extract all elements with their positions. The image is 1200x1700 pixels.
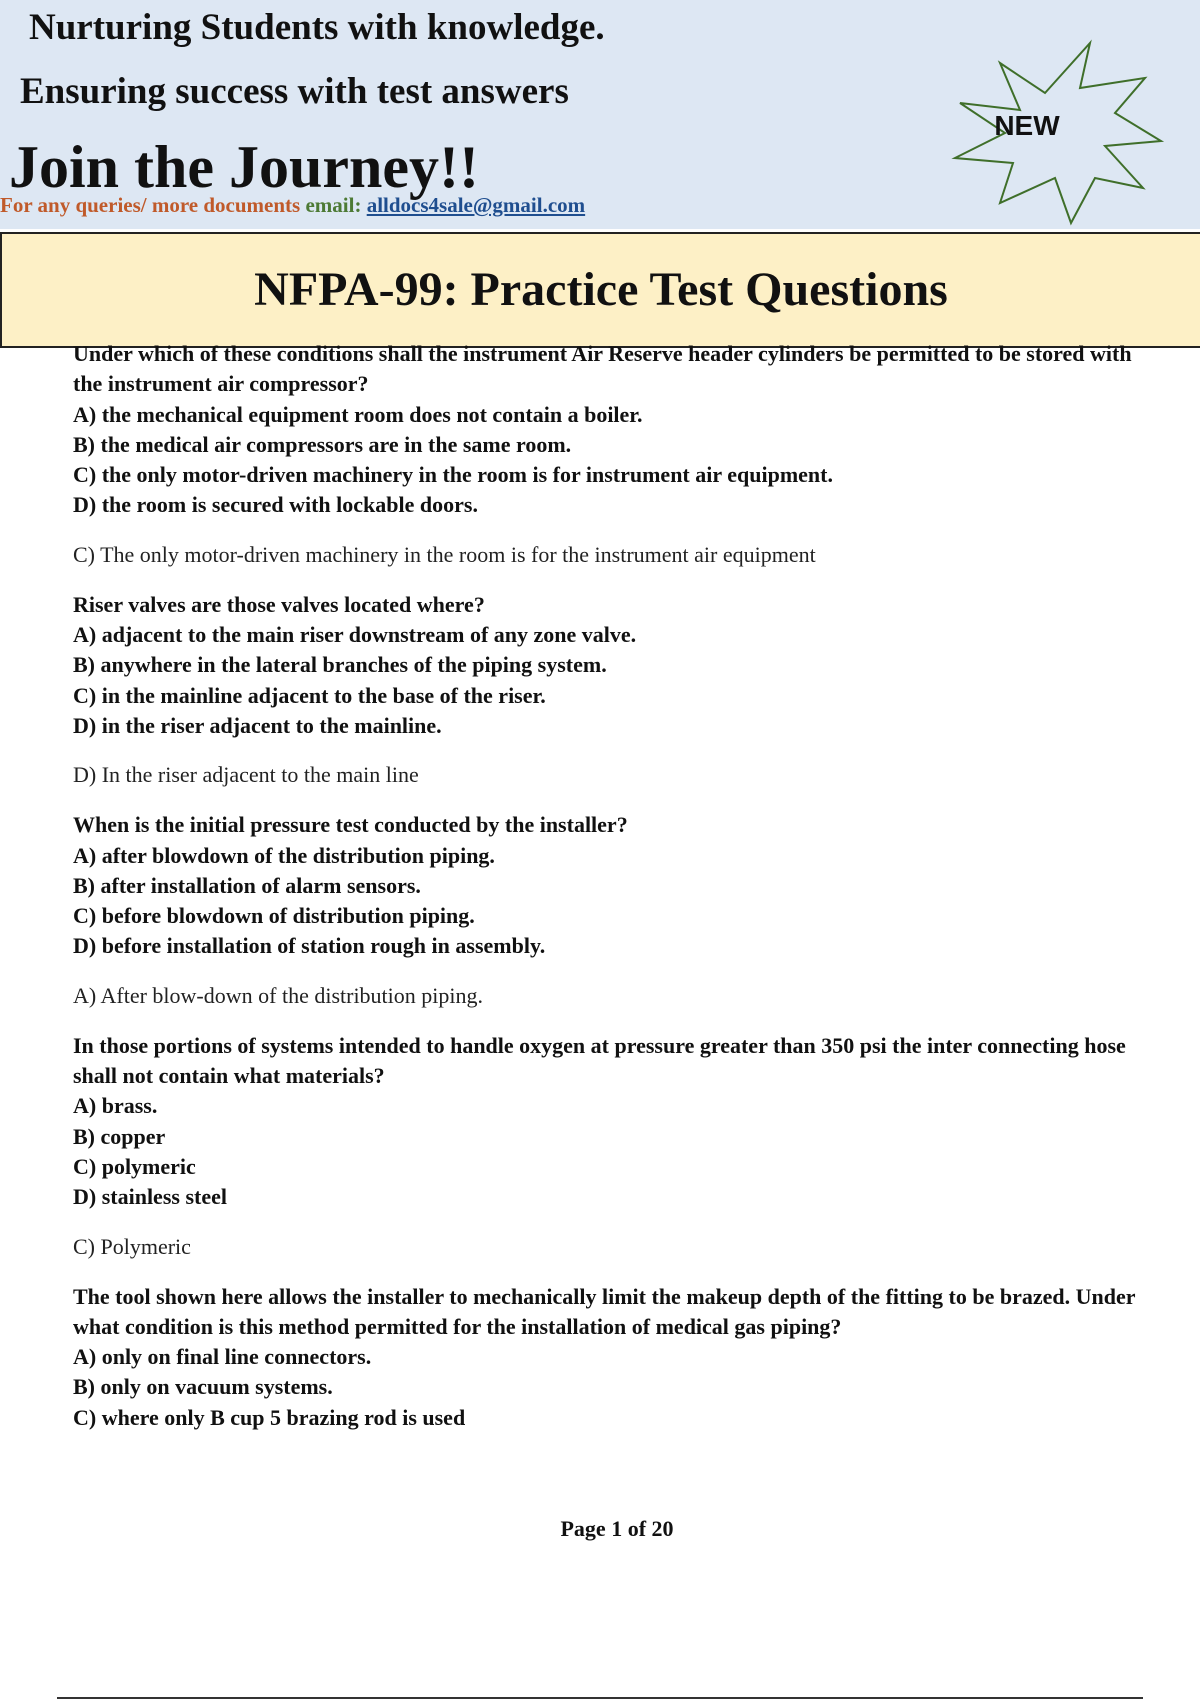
answer-option: C) where only B cup 5 brazing rod is used xyxy=(73,1404,466,1430)
answer-option: B) only on vacuum systems. xyxy=(73,1374,333,1400)
answer-option: C) polymeric xyxy=(73,1153,196,1179)
question-stem: When is the initial pressure test conducted by the installer? xyxy=(73,812,628,838)
answer-option: A) only on final line connectors. xyxy=(73,1344,372,1370)
correct-answer: C) Polymeric xyxy=(73,1233,191,1259)
question-block xyxy=(73,1031,1153,1262)
answer-option: D) before installation of station rough in assembly. xyxy=(73,933,546,959)
join-slogan: Join the Journey!! xyxy=(9,134,479,200)
question-block xyxy=(73,1282,1153,1433)
answer-option: D) stainless steel xyxy=(73,1184,227,1210)
answer-option: A) brass. xyxy=(73,1093,158,1119)
question xyxy=(73,1031,1153,1213)
correct-answer: C) The only motor-driven machinery in the room is for the instrument air equipment xyxy=(73,541,816,567)
question-stem: In those portions of systems intended to handle oxygen at pressure greater than 350 psi the inter connecting hose shall not contain what materials? xyxy=(73,1032,1126,1089)
contact-line xyxy=(0,191,585,219)
question xyxy=(73,590,1153,741)
contact-lead: For any queries/ more documents xyxy=(0,193,301,217)
correct-answer: D) In the riser adjacent to the main line xyxy=(73,762,419,788)
correct-answer: A) After blow-down of the distribution piping. xyxy=(73,982,484,1008)
answer-option: B) copper xyxy=(73,1123,166,1149)
page-number: Page 1 of 20 xyxy=(560,1516,674,1541)
tagline-success: Ensuring success with test answers xyxy=(20,71,569,112)
question xyxy=(73,1282,1153,1433)
answer-option: B) the medical air compressors are in the same room. xyxy=(73,431,572,457)
answer-option: A) after blowdown of the distribution piping. xyxy=(73,842,495,868)
answer-option: A) the mechanical equipment room does not contain a boiler. xyxy=(73,401,643,427)
answer-option: B) anywhere in the lateral branches of the piping system. xyxy=(73,652,607,678)
question xyxy=(73,810,1153,961)
question xyxy=(73,339,1153,521)
answer-option: D) the room is secured with lockable doors. xyxy=(73,492,478,518)
question-block xyxy=(73,590,1153,790)
answer-option: D) in the riser adjacent to the mainline. xyxy=(73,712,442,738)
question-block xyxy=(73,810,1153,1010)
question-stem: Under which of these conditions shall the instrument Air Reserve header cylinders be permitted to be stored with the instrument air compressor? xyxy=(73,341,1132,397)
answer-option: C) in the mainline adjacent to the base of the riser. xyxy=(73,682,546,708)
new-badge-text: NEW xyxy=(994,110,1060,141)
answer-option: C) the only motor-driven machinery in the room is for instrument air equipment. xyxy=(73,462,833,488)
title-box xyxy=(0,232,1200,348)
email-label: email: xyxy=(305,193,362,217)
tagline-knowledge: Nurturing Students with knowledge. xyxy=(29,7,605,48)
email-link[interactable]: alldocs4sale@gmail.com xyxy=(366,193,586,217)
question-list xyxy=(73,339,1153,1433)
header-banner xyxy=(0,0,1200,229)
new-starburst-icon xyxy=(895,38,1165,228)
answer-option: C) before blowdown of distribution piping. xyxy=(73,903,475,929)
answer-option: B) after installation of alarm sensors. xyxy=(73,872,421,898)
question-block xyxy=(73,339,1153,570)
footer-divider xyxy=(57,1697,1143,1699)
answer-option: A) adjacent to the main riser downstream of any zone valve. xyxy=(73,622,637,648)
question-stem: Riser valves are those valves located where? xyxy=(73,591,485,617)
document-title: NFPA-99: Practice Test Questions xyxy=(254,263,948,316)
question-stem: The tool shown here allows the installer to mechanically limit the makeup depth of the fitting to be brazed. Under what condition is this method permitted for the installation of medical gas piping? xyxy=(73,1283,1136,1339)
